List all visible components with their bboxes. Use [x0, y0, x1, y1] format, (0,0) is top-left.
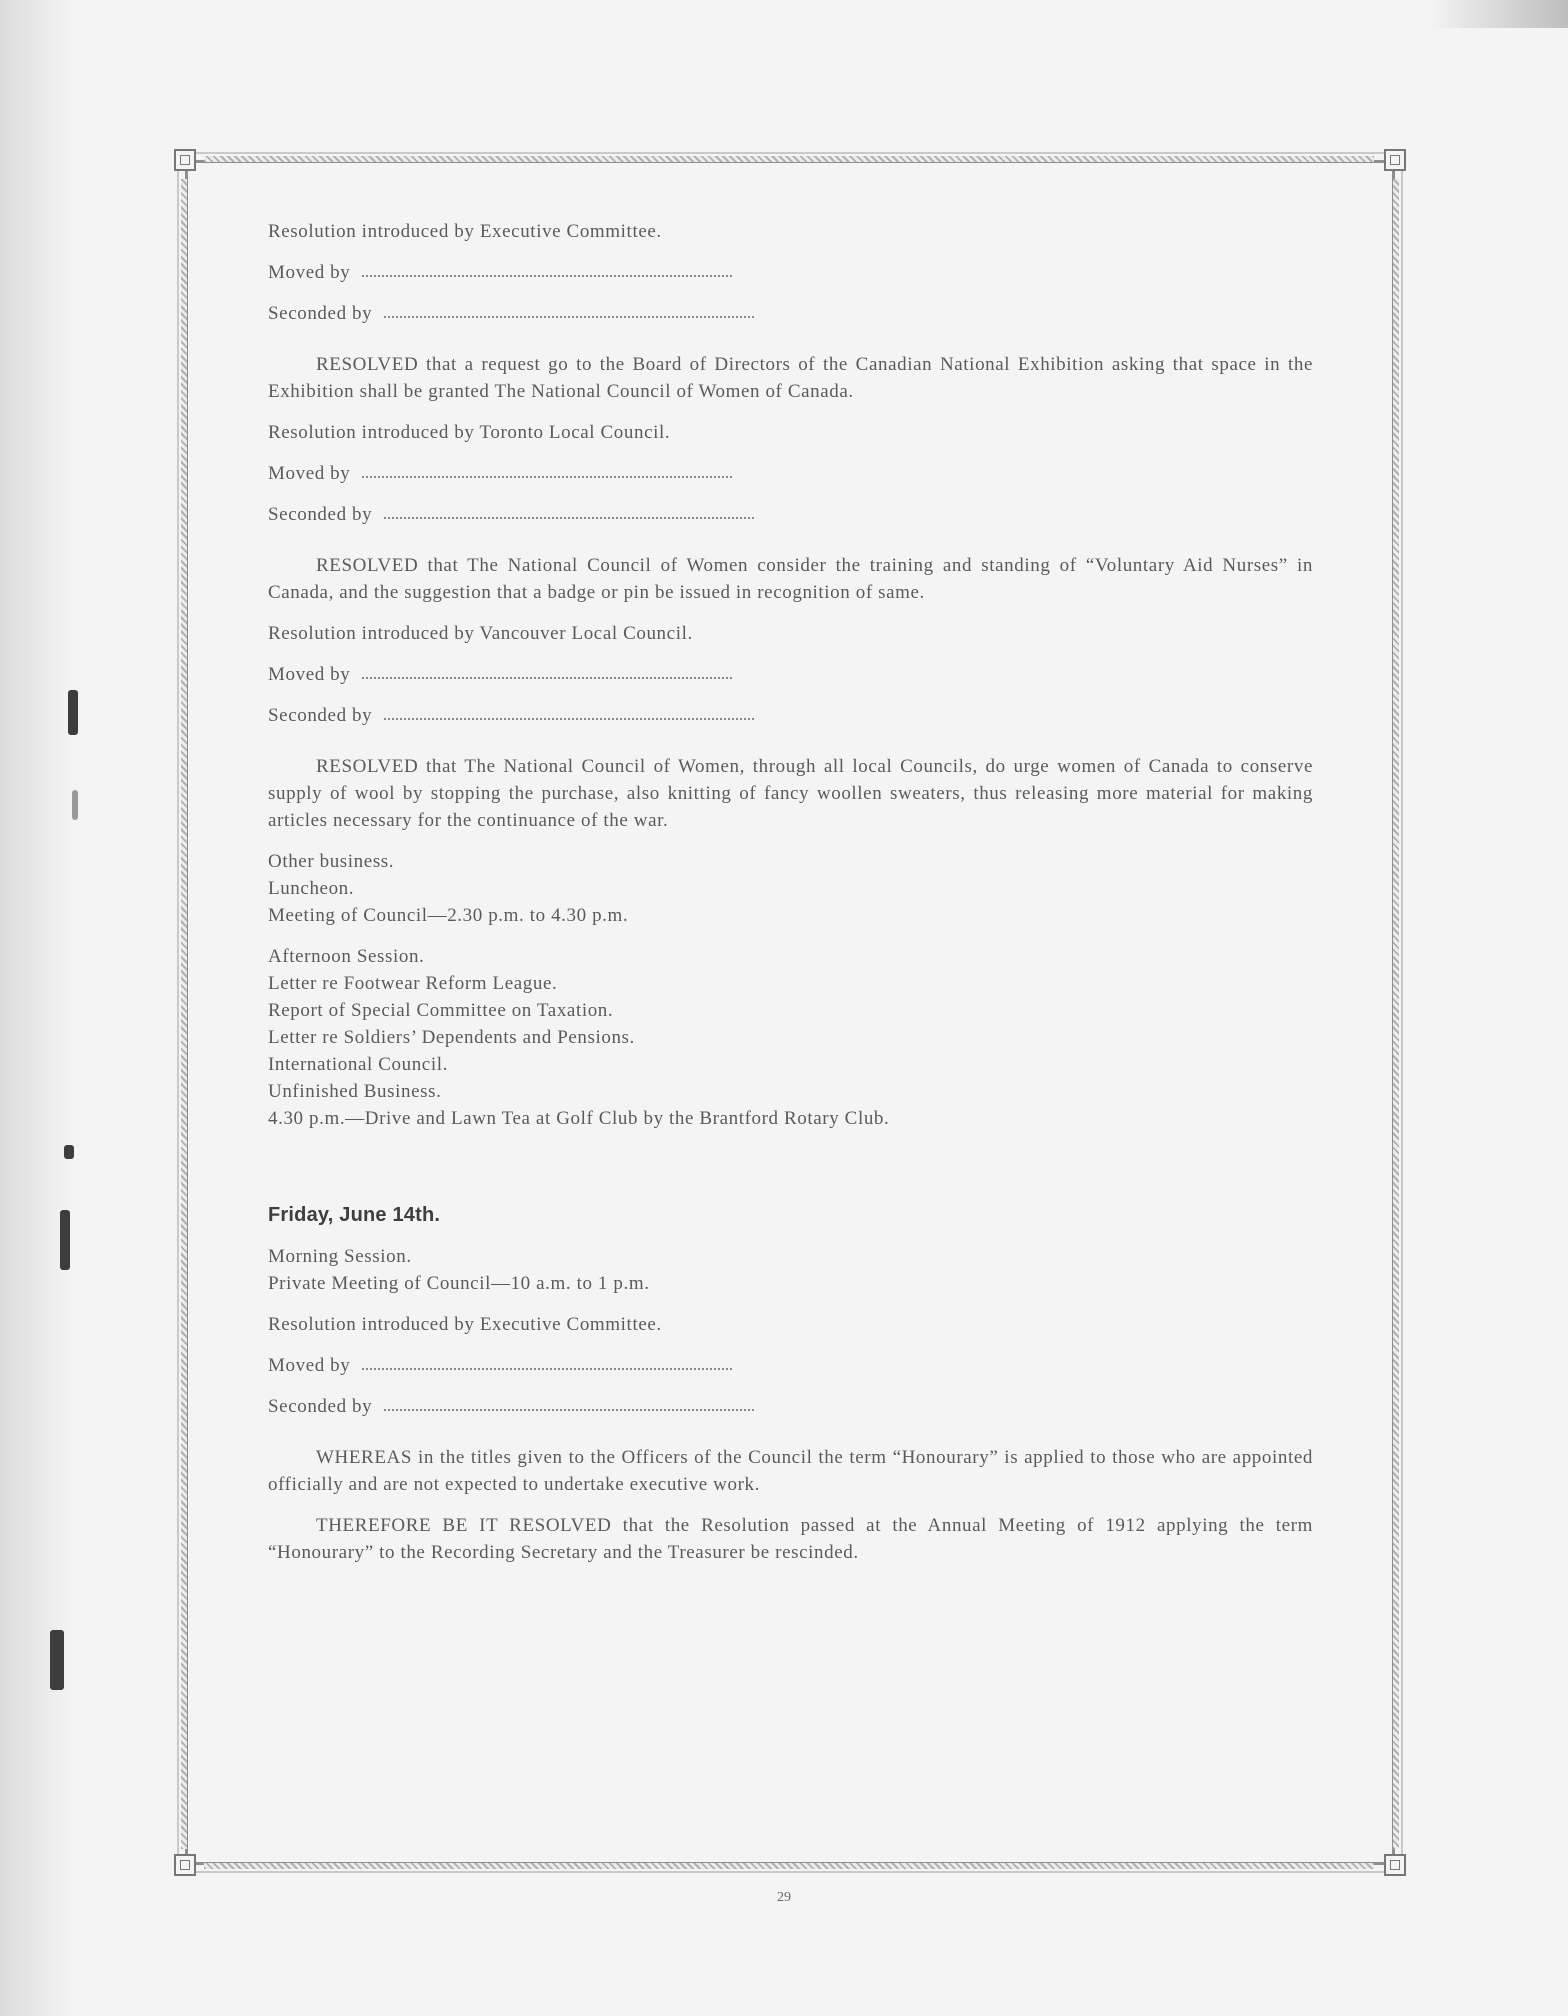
seconded-by-field [268, 1393, 1313, 1420]
signature-line [384, 1405, 754, 1411]
corner-ornament [1384, 1854, 1406, 1876]
corner-ornament [1384, 149, 1406, 171]
resolution-text: RESOLVED that a request go to the Board of Directors of the Canadian National Exhibition asking that space in the Exhibition shall be granted The National Council of Women of Canada. [268, 354, 1313, 402]
binding-mark [68, 690, 78, 735]
resolution-text: RESOLVED that The National Council of Women, through all local Councils, do urge women of Canada to conserve supply of wool by stopping the purchase, also knitting of fancy woollen sweaters, thus releasing more material for making articles necessary for the continuance of the war. [268, 756, 1313, 831]
seconded-by-label: Seconded by [268, 1396, 373, 1417]
day-heading: Friday, June 14th. [268, 1204, 441, 1226]
agenda-item: 4.30 p.m.—Drive and Lawn Tea at Golf Club by the Brantford Rotary Club. [268, 1108, 890, 1129]
binding-mark [60, 1210, 70, 1270]
border-hatch-bottom [204, 1863, 1374, 1869]
signature-line [362, 673, 732, 679]
signature-line [384, 312, 754, 318]
agenda-item: Afternoon Session. [268, 946, 425, 967]
agenda-item: Letter re Soldiers’ Dependents and Pensions. [268, 1027, 635, 1048]
resolution-text: RESOLVED that The National Council of Women consider the training and standing of “Voluntary Aid Nurses” in Canada, and the suggestion that a badge or pin be issued in recognition of same. [268, 555, 1313, 603]
seconded-by-field [268, 300, 1313, 327]
border-hatch-left [181, 179, 187, 1849]
moved-by-label: Moved by [268, 664, 351, 685]
signature-line [384, 714, 754, 720]
agenda-item: International Council. [268, 1054, 448, 1075]
seconded-by-label: Seconded by [268, 705, 373, 726]
agenda-item: Letter re Footwear Reform League. [268, 973, 558, 994]
agenda-item: Unfinished Business. [268, 1081, 442, 1102]
page-content [268, 218, 1313, 1566]
moved-by-label: Moved by [268, 1355, 351, 1376]
therefore-resolved-text: THEREFORE BE IT RESOLVED that the Resolution passed at the Annual Meeting of 1912 applying the term “Honourary” to the Recording Secretary and the Treasurer be rescinded. [268, 1515, 1313, 1563]
resolution-intro: Resolution introduced by Toronto Local Council. [268, 422, 671, 443]
moved-by-field [268, 259, 1313, 286]
agenda-item: Luncheon. [268, 878, 355, 899]
signature-line [362, 472, 732, 478]
page-number: 29 [777, 1890, 791, 1905]
moved-by-label: Moved by [268, 463, 351, 484]
binding-mark [50, 1630, 64, 1690]
seconded-by-field [268, 501, 1313, 528]
agenda-item: Report of Special Committee on Taxation. [268, 1000, 614, 1021]
moved-by-field [268, 1352, 1313, 1379]
seconded-by-field [268, 702, 1313, 729]
resolution-intro: Resolution introduced by Executive Committee. [268, 1314, 662, 1335]
agenda-item: Meeting of Council—2.30 p.m. to 4.30 p.m. [268, 905, 629, 926]
book-gutter [0, 0, 110, 2016]
page-corner-shadow [1430, 0, 1568, 28]
seconded-by-label: Seconded by [268, 504, 373, 525]
signature-line [362, 1364, 732, 1370]
whereas-text: WHEREAS in the titles given to the Officers of the Council the term “Honourary” is applied to those who are appointed officially and are not expected to undertake executive work. [268, 1447, 1313, 1495]
agenda-item: Other business. [268, 851, 395, 872]
binding-mark [72, 790, 78, 820]
agenda-item: Private Meeting of Council—10 a.m. to 1 p.m. [268, 1273, 650, 1294]
border-hatch-right [1393, 179, 1399, 1849]
signature-line [362, 271, 732, 277]
resolution-intro: Resolution introduced by Executive Committee. [268, 221, 662, 242]
agenda-item: Morning Session. [268, 1246, 412, 1267]
moved-by-field [268, 460, 1313, 487]
moved-by-label: Moved by [268, 262, 351, 283]
seconded-by-label: Seconded by [268, 303, 373, 324]
corner-ornament [174, 149, 196, 171]
signature-line [384, 513, 754, 519]
border-hatch-top [204, 156, 1374, 162]
corner-ornament [174, 1854, 196, 1876]
resolution-intro: Resolution introduced by Vancouver Local Council. [268, 623, 693, 644]
binding-mark [64, 1145, 74, 1159]
moved-by-field [268, 661, 1313, 688]
